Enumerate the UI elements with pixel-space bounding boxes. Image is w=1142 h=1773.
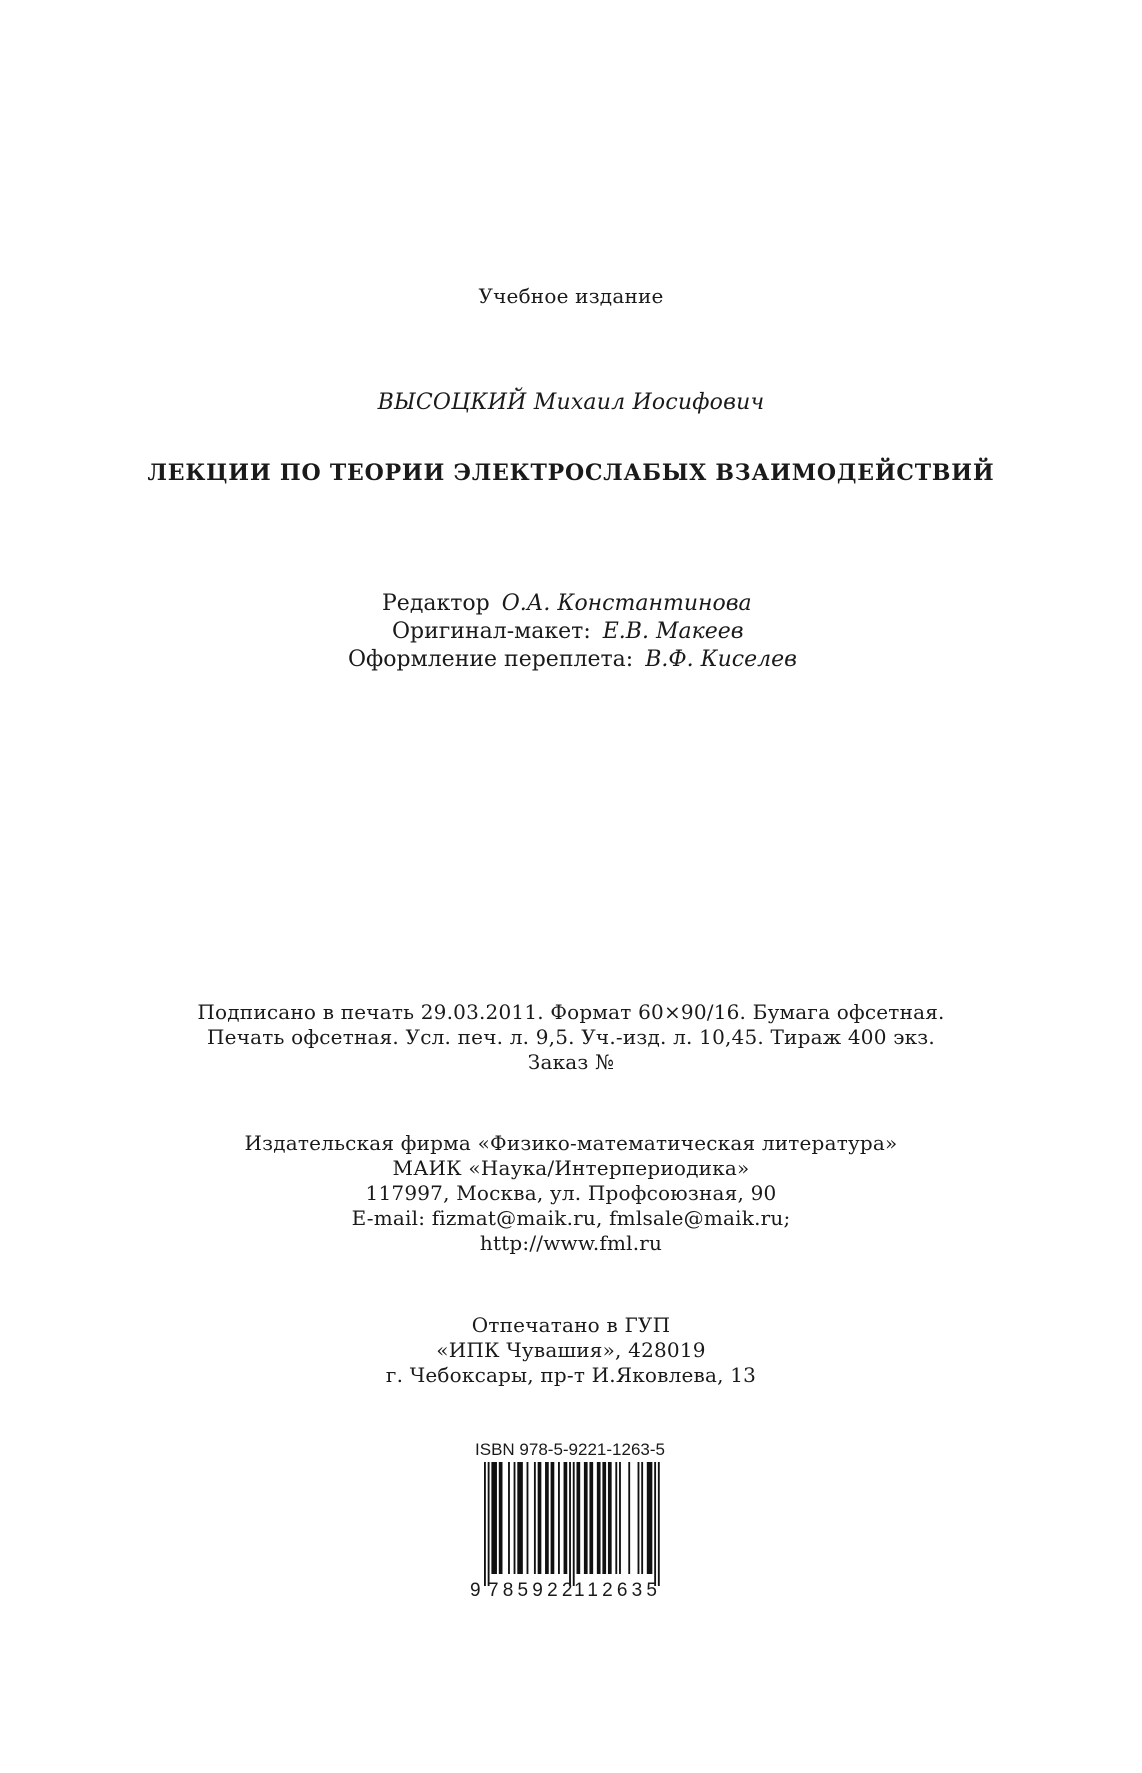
author-given-name: Михаил Иосифович bbox=[533, 390, 765, 415]
barcode-bar bbox=[558, 1462, 560, 1574]
barcode-bar bbox=[589, 1462, 593, 1574]
printer-line-1: Отпечатано в ГУП bbox=[471, 1313, 671, 1337]
barcode-guard-bar bbox=[488, 1462, 490, 1586]
barcode-bar bbox=[527, 1462, 529, 1574]
ean13-barcode bbox=[470, 1462, 670, 1590]
barcode-bar bbox=[499, 1462, 503, 1574]
barcode-bar bbox=[597, 1462, 601, 1574]
barcode-guard-bar bbox=[658, 1462, 660, 1586]
book-title: ЛЕКЦИИ ПО ТЕОРИИ ЭЛЕКТРОСЛАБЫХ ВЗАИМОДЕЙСТВИЙ bbox=[147, 460, 995, 486]
barcode-left-group: 785922 bbox=[488, 1580, 577, 1601]
edition-type: Учебное издание bbox=[478, 284, 664, 308]
barcode-bar bbox=[602, 1462, 606, 1574]
barcode-bar bbox=[584, 1462, 588, 1574]
author-surname: ВЫСОЦКИЙ bbox=[377, 390, 527, 415]
credit-role: Оформление переплета: bbox=[348, 647, 634, 672]
barcode-guard-bar bbox=[654, 1462, 656, 1586]
barcode-guard-bar bbox=[569, 1462, 571, 1586]
printer-address: г. Чебоксары, пр-т И.Яковлева, 13 bbox=[385, 1363, 757, 1387]
barcode-right-group: 112635 bbox=[574, 1580, 662, 1601]
credit-layout bbox=[392, 619, 744, 644]
credit-person: Е.В. Макеев bbox=[602, 619, 744, 644]
credit-editor bbox=[382, 591, 752, 616]
print-info-line-3: Заказ № bbox=[527, 1050, 615, 1074]
barcode-bar bbox=[619, 1462, 621, 1574]
barcode-guard-bar bbox=[484, 1462, 486, 1586]
barcode-bar bbox=[608, 1462, 612, 1574]
author-name bbox=[0, 390, 1142, 415]
credit-person: О.А. Константинова bbox=[501, 591, 752, 616]
publisher-email: E-mail: fizmat@maik.ru, fmlsale@maik.ru; bbox=[351, 1206, 791, 1230]
barcode-bar bbox=[538, 1462, 542, 1574]
printer-line-2: «ИПК Чувашия», 428019 bbox=[436, 1338, 706, 1362]
barcode-bar bbox=[641, 1462, 643, 1574]
publisher-line-2: МАИК «Наука/Интерпериодика» bbox=[392, 1156, 750, 1180]
print-info-line-2: Печать офсетная. Усл. печ. л. 9,5. Уч.-изд. л. 10,45. Тираж 400 экз. bbox=[207, 1025, 935, 1049]
barcode-bar bbox=[508, 1462, 510, 1574]
barcode-bar bbox=[514, 1462, 516, 1574]
print-info-line-1: Подписано в печать 29.03.2011. Формат 60×90/16. Бумага офсетная. bbox=[197, 1000, 945, 1024]
publisher-address: 117997, Москва, ул. Профсоюзная, 90 bbox=[365, 1181, 777, 1205]
barcode-bar bbox=[534, 1462, 536, 1574]
credit-role: Оригинал-макет: bbox=[392, 619, 591, 644]
barcode-bar bbox=[647, 1462, 653, 1574]
credit-cover-design bbox=[348, 647, 797, 672]
publisher-website: http://www.fml.ru bbox=[479, 1231, 663, 1255]
barcode-first-digit: 9 bbox=[470, 1580, 481, 1601]
credit-role: Редактор bbox=[382, 591, 490, 616]
barcode-bar bbox=[491, 1462, 497, 1574]
barcode-bar bbox=[551, 1462, 555, 1574]
barcode-bar bbox=[564, 1462, 568, 1574]
barcode-guard-bar bbox=[573, 1462, 575, 1586]
barcode-bar bbox=[628, 1462, 630, 1574]
isbn-barcode-block bbox=[470, 1440, 670, 1602]
barcode-bar bbox=[517, 1462, 523, 1574]
barcode-bar bbox=[615, 1462, 617, 1574]
publisher-line-1: Издательская фирма «Физико-математическая литература» bbox=[244, 1131, 898, 1155]
barcode-bar bbox=[638, 1462, 640, 1574]
isbn-label: ISBN 978-5-9221-1263-5 bbox=[475, 1440, 665, 1459]
barcode-bar bbox=[577, 1462, 581, 1574]
barcode-bar bbox=[545, 1462, 549, 1574]
credit-person: В.Ф. Киселев bbox=[645, 647, 797, 672]
